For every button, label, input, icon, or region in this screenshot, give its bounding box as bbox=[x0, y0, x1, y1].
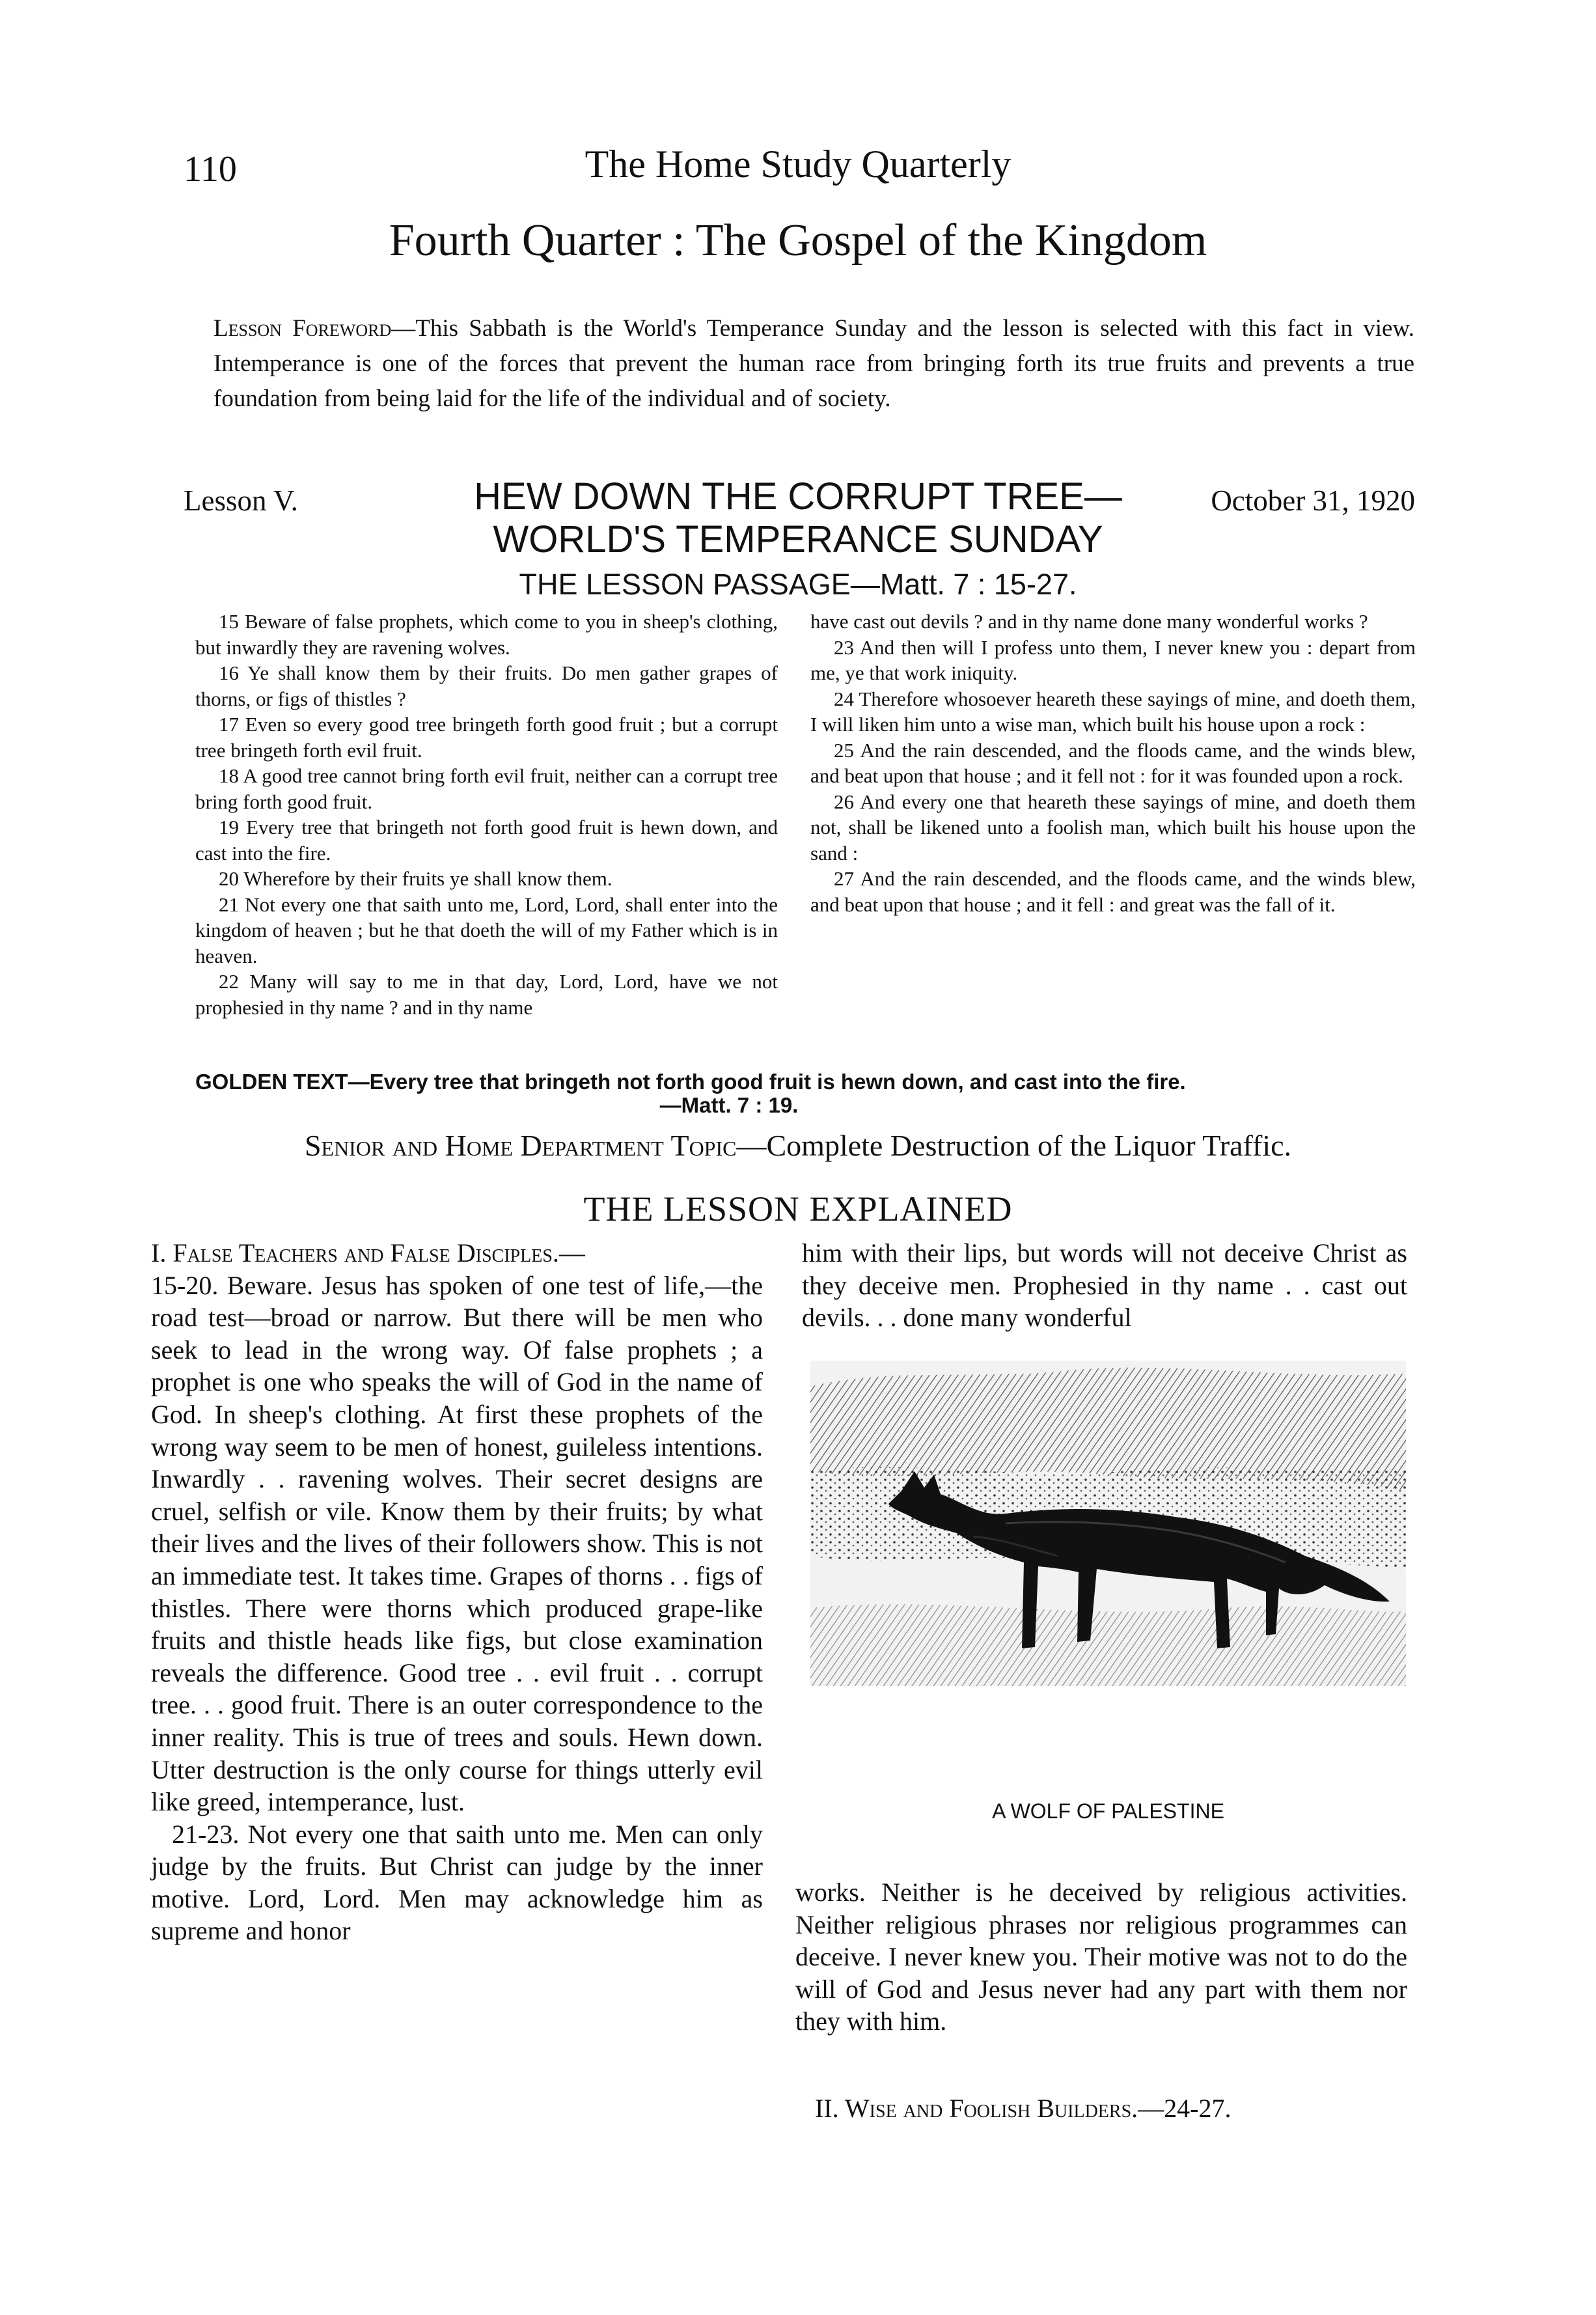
topic-text: —Complete Destruction of the Liquor Traffic. bbox=[736, 1129, 1292, 1162]
illustration-caption: A WOLF OF PALESTINE bbox=[992, 1799, 1224, 1823]
section-heading: II. Wise and Foolish Builders.—24-27. bbox=[815, 2094, 1231, 2123]
verse: 17 Even so every good tree bringeth forth good fruit ; but a corrupt tree bringeth forth evil fruit. bbox=[195, 713, 778, 762]
topic-label: Senior and Home Department Topic bbox=[304, 1129, 737, 1162]
commentary-column-left bbox=[151, 1237, 763, 1947]
page-number: 110 bbox=[184, 149, 237, 189]
scripture-column-left bbox=[195, 609, 778, 1020]
commentary-paragraph: works. Neither is he deceived by religious activities. Neither religious phrases nor religious programmes can deceive. I never knew you. Their motive was not to do the will of God and Jesus never had any part with them nor they with him. bbox=[795, 1878, 1407, 2036]
commentary-paragraph: 21-23. Not every one that saith unto me. Men can only judge by the fruits. But Christ can judge by the inner motive. Lord, Lord. Men may acknowledge him as supreme and honor bbox=[151, 1819, 763, 1946]
golden-text-reference: —Matt. 7 : 19. bbox=[659, 1093, 799, 1117]
verse: 26 And every one that heareth these sayings of mine, and doeth them not, shall be likened unto a foolish man, which built his house upon the sand : bbox=[810, 790, 1416, 865]
golden-text-body: GOLDEN TEXT—Every tree that bringeth not forth good fruit is hewn down, and cast into the fire. bbox=[195, 1070, 1186, 1094]
verse: 19 Every tree that bringeth not forth good fruit is hewn down, and cast into the fire. bbox=[195, 816, 778, 865]
lesson-title-line2: WORLD'S TEMPERANCE SUNDAY bbox=[493, 518, 1103, 561]
lesson-foreword bbox=[213, 311, 1414, 417]
verse: 21 Not every one that saith unto me, Lord, Lord, shall enter into the kingdom of heaven ; but he that doeth the will of my Father which is in heaven. bbox=[195, 893, 778, 967]
section-heading: I. False Teachers and False Disciples.— bbox=[151, 1238, 585, 1268]
section-title: Fourth Quarter : The Gospel of the Kingdom bbox=[389, 215, 1207, 266]
scripture-column-right bbox=[810, 609, 1416, 917]
lesson-explained-heading: THE LESSON EXPLAINED bbox=[583, 1189, 1013, 1228]
verse: 27 And the rain descended, and the floods came, and the winds blew, and beat upon that house ; and it fell : and great was the fall of it. bbox=[810, 867, 1416, 916]
commentary-column-right-top bbox=[802, 1237, 1407, 1334]
verse: 20 Wherefore by their fruits ye shall know them. bbox=[219, 867, 612, 890]
verse: 24 Therefore whosoever heareth these sayings of mine, and doeth them, I will liken him unto a wise man, which built his house upon a rock : bbox=[810, 687, 1416, 736]
running-head: The Home Study Quarterly bbox=[585, 143, 1011, 186]
commentary-column-right-bottom bbox=[795, 1876, 1407, 2038]
lesson-number: Lesson V. bbox=[184, 484, 298, 517]
commentary-paragraph: him with their lips, but words will not deceive Christ as they deceive men. Prophesied in thy name . . cast out devils. . . done many wonderful bbox=[802, 1238, 1407, 1333]
foreword-label: Lesson Foreword bbox=[213, 315, 392, 342]
lesson-passage-heading: THE LESSON PASSAGE—Matt. 7 : 15-27. bbox=[519, 568, 1077, 601]
verse: 25 And the rain descended, and the floods came, and the winds blew, and beat upon that house ; and it fell not : for it was founded upon a rock. bbox=[810, 738, 1416, 787]
department-topic bbox=[0, 1128, 1596, 1163]
wolf-illustration bbox=[810, 1361, 1406, 1686]
verse: 23 And then will I profess unto them, I never knew you : depart from me, ye that work iniquity. bbox=[810, 635, 1416, 684]
lesson-date: October 31, 1920 bbox=[1211, 484, 1415, 517]
verse: 18 A good tree cannot bring forth evil fruit, neither can a corrupt tree bring forth good fruit. bbox=[195, 764, 778, 813]
verse-continuation: have cast out devils ? and in thy name done many wonderful works ? bbox=[810, 610, 1368, 633]
verse: 16 Ye shall know them by their fruits. Do men gather grapes of thorns, or figs of thistles ? bbox=[195, 661, 778, 710]
commentary-paragraph: 15-20. Beware. Jesus has spoken of one test of life,—the road test—broad or narrow. But there will be men who seek to lead in the wrong way. Of false prophets ; a prophet is one who speaks the will of God in the name of God. In sheep's clothing. At first these prophets of the wrong way seem to be men of honest, guileless intentions. Inwardly . . ravening wolves. Their secret designs are cruel, selfish or vile. Know them by their fruits; by what their lives and the lives of their followers show. This is not an immediate test. It takes time. Grapes of thorns . . figs of thistles. There were thorns which produced grape-like fruits and thistle heads like figs, but close examination reveals the difference. Good tree . . evil fruit . . corrupt tree. . . good fruit. There is an outer correspondence to the inner reality. This is true of trees and souls. Hewn down. Utter destruction is the only course for things utterly evil like greed, intemperance, lust. bbox=[151, 1270, 763, 1817]
foreword-text: —This Sabbath is the World's Temperance Sunday and the lesson is selected with this fact in view. Intemperance is one of the forces that prevent the human race from bringing forth its true fruits and prevents a true foundation from being laid for the life of the individual and of society. bbox=[213, 315, 1414, 412]
verse: 22 Many will say to me in that day, Lord, Lord, have we not prophesied in thy name ? and in thy name bbox=[195, 970, 778, 1019]
golden-text bbox=[195, 1070, 1419, 1117]
verse: 15 Beware of false prophets, which come to you in sheep's clothing, but inwardly they are ravening wolves. bbox=[195, 610, 778, 659]
lesson-title-line1: HEW DOWN THE CORRUPT TREE— bbox=[474, 475, 1122, 518]
